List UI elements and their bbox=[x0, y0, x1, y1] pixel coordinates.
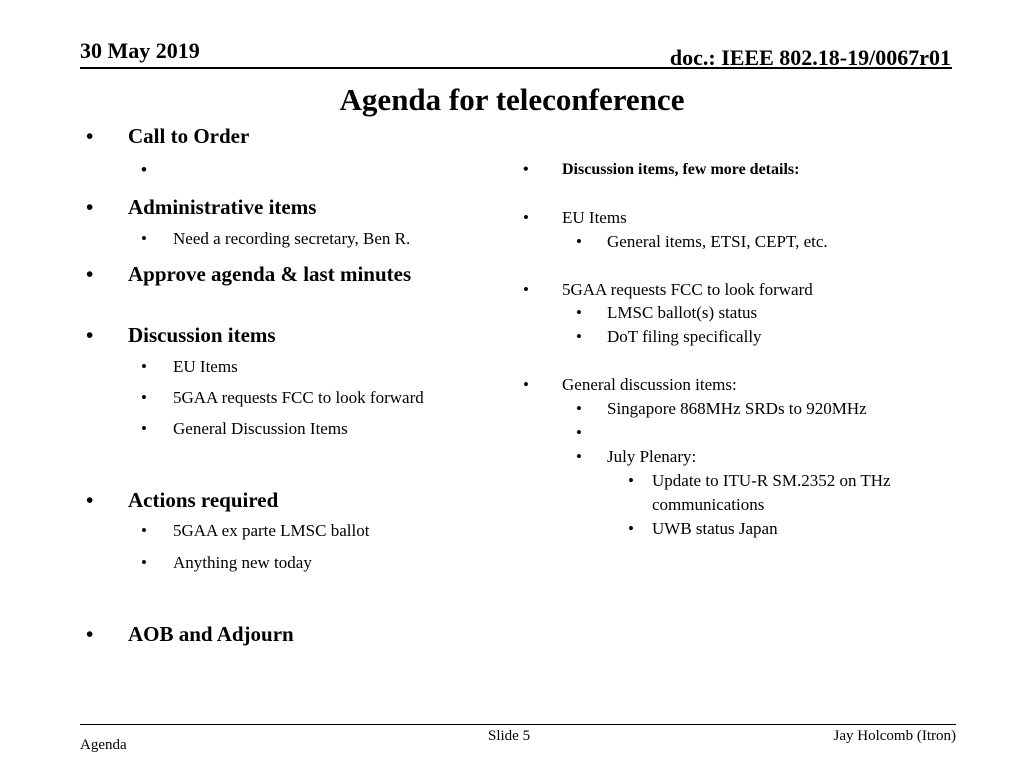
agenda-item-discussion: Discussion items bbox=[128, 323, 276, 347]
bullet: • bbox=[523, 375, 529, 394]
bullet: • bbox=[141, 419, 147, 438]
bullet: • bbox=[576, 423, 582, 442]
bullet: • bbox=[628, 519, 634, 538]
agenda-item-administrative: Administrative items bbox=[128, 195, 317, 219]
bullet: • bbox=[523, 161, 529, 178]
header-rule bbox=[80, 67, 952, 69]
detail-general-items: General items, ETSI, CEPT, etc. bbox=[607, 232, 828, 251]
bullet: • bbox=[576, 447, 582, 466]
detail-itu-update-line2: communications bbox=[652, 495, 765, 514]
bullet: • bbox=[86, 124, 94, 148]
bullet: • bbox=[576, 399, 582, 418]
bullet: • bbox=[86, 195, 94, 219]
bullet: • bbox=[86, 488, 94, 512]
bullet: • bbox=[141, 521, 147, 540]
agenda-item-actions-required: Actions required bbox=[128, 488, 279, 512]
bullet: • bbox=[576, 232, 582, 251]
detail-uwb-status: UWB status Japan bbox=[652, 519, 778, 538]
detail-dot-filing: DoT filing specifically bbox=[607, 327, 762, 346]
footer-slide-number: Slide 5 bbox=[488, 728, 531, 744]
bullet: • bbox=[141, 553, 147, 572]
bullet: • bbox=[141, 229, 147, 248]
agenda-item-call-to-order: Call to Order bbox=[128, 124, 250, 148]
detail-general-discussion: General discussion items: bbox=[562, 375, 737, 394]
bullet: • bbox=[141, 388, 147, 407]
bullet: • bbox=[86, 622, 94, 646]
detail-lmsc-ballot: LMSC ballot(s) status bbox=[607, 303, 758, 322]
subitem-eu-items: EU Items bbox=[173, 357, 238, 376]
bullet: • bbox=[86, 262, 94, 286]
details-heading: Discussion items, few more details: bbox=[562, 161, 800, 178]
subitem-anything-new: Anything new today bbox=[173, 553, 312, 572]
footer-rule bbox=[80, 724, 956, 725]
bullet: • bbox=[523, 280, 529, 299]
header-doc-id: doc.: IEEE 802.18-19/0067r01 bbox=[669, 45, 951, 70]
agenda-item-aob: AOB and Adjourn bbox=[128, 622, 294, 646]
detail-singapore: Singapore 868MHz SRDs to 920MHz bbox=[607, 399, 867, 418]
bullet: • bbox=[141, 160, 147, 179]
agenda-item-approve-agenda: Approve agenda & last minutes bbox=[128, 262, 412, 286]
bullet: • bbox=[141, 357, 147, 376]
subitem-5gaa-requests: 5GAA requests FCC to look forward bbox=[173, 388, 424, 407]
footer-author: Jay Holcomb (Itron) bbox=[833, 728, 956, 744]
bullet: • bbox=[86, 323, 94, 347]
bullet: • bbox=[576, 327, 582, 346]
detail-itu-update-line1: Update to ITU-R SM.2352 on THz bbox=[652, 471, 891, 490]
subitem-general-discussion: General Discussion Items bbox=[173, 419, 348, 438]
subitem-5gaa-ex-parte: 5GAA ex parte LMSC ballot bbox=[173, 521, 370, 540]
header-date: 30 May 2019 bbox=[80, 38, 200, 63]
bullet: • bbox=[628, 471, 634, 490]
subitem-recording-secretary: Need a recording secretary, Ben R. bbox=[173, 229, 411, 248]
bullet: • bbox=[523, 208, 529, 227]
bullet: • bbox=[576, 303, 582, 322]
detail-eu-items: EU Items bbox=[562, 208, 627, 227]
detail-5gaa: 5GAA requests FCC to look forward bbox=[562, 280, 813, 299]
footer-left: Agenda bbox=[80, 737, 127, 753]
slide-title: Agenda for teleconference bbox=[339, 82, 685, 117]
detail-july-plenary: July Plenary: bbox=[607, 447, 697, 466]
